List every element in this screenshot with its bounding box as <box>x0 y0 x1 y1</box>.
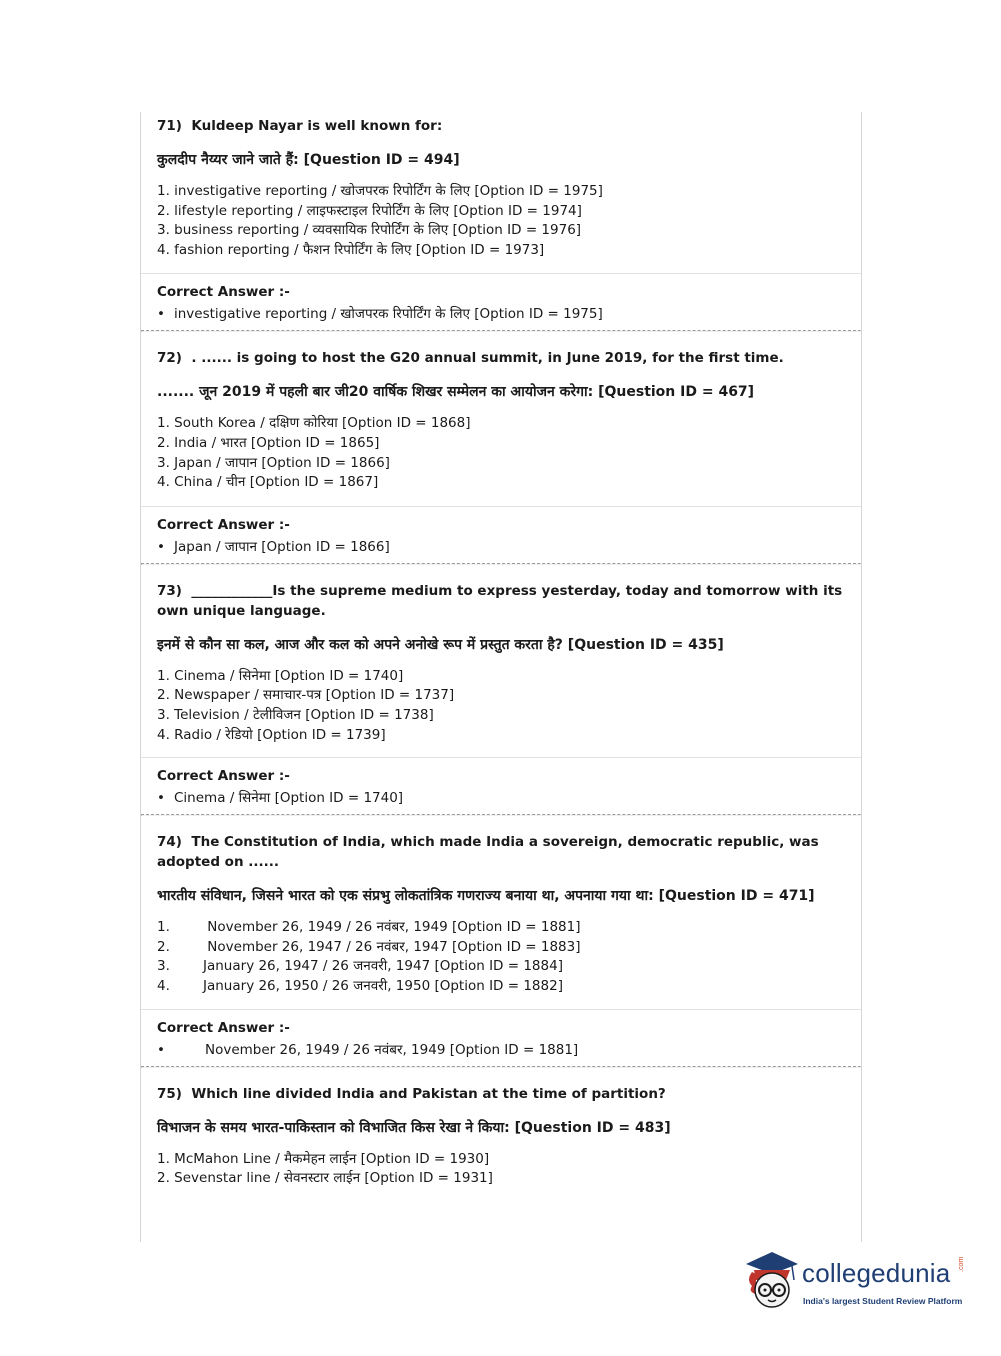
question-73-english: 73) ____________Is the supreme medium to express yesterday, today and tomorrow with its own unique language. <box>157 582 843 619</box>
question-paper-page <box>140 112 862 1242</box>
correct-answer-value: • November 26, 1949 / 26 नवंबर, 1949 [Option ID = 1881] <box>157 1041 579 1058</box>
brand-domain: .com <box>958 1256 965 1272</box>
bullet-icon: • <box>157 538 165 555</box>
brand-tagline: India's largest Student Review Platform <box>803 1296 963 1306</box>
option-item: 1. South Korea / दक्षिण कोरिया [Option ID = 1868] <box>157 415 471 432</box>
option-item: 2. Newspaper / समाचार-पत्र [Option ID = 1737] <box>157 687 455 704</box>
option-item: 1. Cinema / सिनेमा [Option ID = 1740] <box>157 667 404 684</box>
option-item: 2. India / भारत [Option ID = 1865] <box>157 434 380 451</box>
bullet-icon: • <box>157 790 165 807</box>
question-73-hindi: इनमें से कौन सा कल, आज और कल को अपने अनोखे रूप में प्रस्तुत करता है? [Question ID = 435] <box>157 636 724 653</box>
option-item: 4. fashion reporting / फैशन रिपोर्टिंग के लिए [Option ID = 1973] <box>157 241 545 258</box>
option-item: 1. November 26, 1949 / 26 नवंबर, 1949 [Option ID = 1881] <box>157 919 581 936</box>
bullet-icon: • <box>157 306 165 323</box>
correct-answer-label: Correct Answer :- <box>157 768 290 785</box>
question-71-options <box>157 182 845 260</box>
question-75-hindi: विभाजन के समय भारत-पाकिस्तान को विभाजित किस रेखा ने किया: [Question ID = 483] <box>157 1119 671 1136</box>
option-item: 3. business reporting / व्यवसायिक रिपोर्टिंग के लिए [Option ID = 1976] <box>157 222 582 239</box>
answer-73 <box>141 757 861 814</box>
question-72 <box>141 332 861 505</box>
correct-answer-label: Correct Answer :- <box>157 516 290 533</box>
student-mascot-icon <box>742 1250 800 1314</box>
question-73 <box>141 565 861 757</box>
option-item: 2. Sevenstar line / सेवनस्टार लाईन [Option ID = 1931] <box>157 1170 493 1187</box>
question-74-hindi: भारतीय संविधान, जिसने भारत को एक संप्रभु लोकतांत्रिक गणराज्य बनाया था, अपनाया गया था: [Question ID = 471] <box>157 888 815 905</box>
question-74-english: 74) The Constitution of India, which made India a sovereign, democratic republic, was adopted on ...... <box>157 834 819 871</box>
question-75-english: 75) Which line divided India and Pakistan at the time of partition? <box>157 1085 666 1102</box>
option-item: 3. Japan / जापान [Option ID = 1866] <box>157 454 390 471</box>
question-72-english: 72) . ...... is going to host the G20 annual summit, in June 2019, for the first time. <box>157 350 784 367</box>
option-item: 1. McMahon Line / मैकमेहन लाईन [Option ID = 1930] <box>157 1150 490 1167</box>
brand-name: collegedunia <box>802 1258 951 1288</box>
option-item: 3. January 26, 1947 / 26 जनवरी, 1947 [Option ID = 1884] <box>157 958 563 975</box>
question-71-hindi: कुलदीप नैय्यर जाने जाते हैं: [Question ID = 494] <box>157 152 460 168</box>
question-75 <box>141 1068 861 1189</box>
bullet-icon: • <box>157 1041 165 1058</box>
question-73-options <box>157 667 845 745</box>
option-item: 4. China / चीन [Option ID = 1867] <box>157 474 379 491</box>
answer-72 <box>141 506 861 563</box>
answer-71 <box>141 273 861 330</box>
question-74-options <box>157 918 845 996</box>
option-item: 4. Radio / रेडियो [Option ID = 1739] <box>157 726 386 743</box>
correct-answer-value: • Japan / जापान [Option ID = 1866] <box>157 538 390 555</box>
question-72-options <box>157 414 845 492</box>
option-item: 2. lifestyle reporting / लाइफस्टाइल रिपोर्टिंग के लिए [Option ID = 1974] <box>157 202 582 219</box>
correct-answer-label: Correct Answer :- <box>157 284 290 301</box>
question-71-english: 71) Kuldeep Nayar is well known for: <box>157 118 443 134</box>
option-item: 1. investigative reporting / खोजपरक रिपोर्टिंग के लिए [Option ID = 1975] <box>157 183 603 199</box>
question-72-hindi: ....... जून 2019 में पहली बार जी20 वार्षिक शिखर सम्मेलन का आयोजन करेगा: [Question ID = 467] <box>157 384 755 401</box>
question-75-options <box>157 1150 845 1189</box>
question-71 <box>141 112 861 273</box>
question-74 <box>141 816 861 1008</box>
correct-answer-value: • investigative reporting / खोजपरक रिपोर्टिंग के लिए [Option ID = 1975] <box>157 306 603 323</box>
option-item: 4. January 26, 1950 / 26 जनवरी, 1950 [Option ID = 1882] <box>157 977 563 994</box>
option-item: 2. November 26, 1947 / 26 नवंबर, 1947 [Option ID = 1883] <box>157 938 581 955</box>
correct-answer-value: • Cinema / सिनेमा [Option ID = 1740] <box>157 790 404 807</box>
collegedunia-logo <box>742 1250 972 1320</box>
answer-74 <box>141 1009 861 1066</box>
option-item: 3. Television / टेलीविजन [Option ID = 1738] <box>157 706 434 723</box>
correct-answer-label: Correct Answer :- <box>157 1019 290 1036</box>
